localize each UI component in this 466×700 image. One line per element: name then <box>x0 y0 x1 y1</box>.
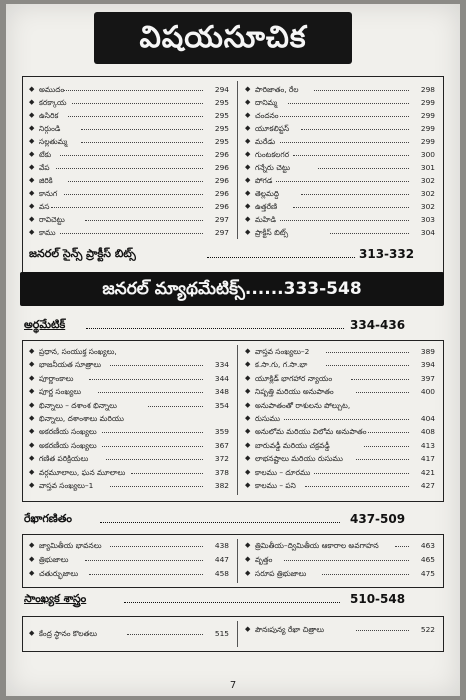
practice-bits-label: జనరల్ సైన్స్ ప్రాక్టీస్ బిట్స్ <box>29 247 136 260</box>
leader-dots <box>51 207 203 208</box>
leader-dots <box>280 142 409 143</box>
toc-entry <box>29 202 229 215</box>
diamond-bullet-icon: ◆ <box>29 137 35 145</box>
leader-dots <box>110 546 203 547</box>
leader-dots <box>64 90 203 91</box>
toc-entry-label: కాలము – దూరము <box>255 467 311 477</box>
toc-entry-label: అనుపాతంతో రాశులను పోల్చుట, <box>255 400 351 410</box>
statistics-range: 510-548 <box>350 592 406 606</box>
toc-entry-label: తెల్లమద్ది <box>255 189 280 198</box>
leader-dots <box>314 473 409 474</box>
toc-entry-label: యూకలిప్టస్ <box>255 124 290 133</box>
toc-entry <box>29 85 229 98</box>
toc-entry <box>29 137 229 150</box>
toc-entry-page: 367 <box>214 440 229 450</box>
toc-entry-page: 354 <box>214 400 229 410</box>
toc-entry <box>245 569 435 583</box>
toc-entry-page: 302 <box>420 176 435 185</box>
toc-entry-page: 447 <box>214 555 229 564</box>
page-number: 7 <box>229 680 237 691</box>
diamond-bullet-icon: ◆ <box>245 414 251 422</box>
leader-dots <box>100 522 340 523</box>
toc-entry <box>29 427 229 440</box>
toc-entry-label: పారిజాతం, రేల <box>255 85 299 94</box>
toc-entry-page: 299 <box>420 98 435 107</box>
leader-dots <box>326 365 409 366</box>
diamond-bullet-icon: ◆ <box>29 414 35 422</box>
leader-dots <box>148 406 203 407</box>
toc-entry <box>29 629 229 643</box>
toc-entry-label: పోగడ <box>255 176 273 185</box>
toc-entry <box>245 454 435 467</box>
geometry-range: 437-509 <box>350 512 406 526</box>
toc-entry <box>245 111 435 124</box>
diamond-bullet-icon: ◆ <box>29 454 35 463</box>
diamond-bullet-icon: ◆ <box>245 481 251 489</box>
leader-dots <box>356 392 409 393</box>
toc-entry <box>245 401 435 414</box>
toc-entry-page: 465 <box>420 555 435 564</box>
diamond-bullet-icon: ◆ <box>29 176 35 184</box>
page-title: విషయసూచిక <box>94 12 352 64</box>
toc-entry-page: 301 <box>420 163 435 172</box>
toc-entry-page: 303 <box>420 215 435 224</box>
leader-dots <box>131 473 203 474</box>
toc-entry-page: 404 <box>420 414 435 423</box>
toc-entry <box>245 541 435 555</box>
toc-entry-page: 417 <box>420 454 435 464</box>
toc-entry-label: చతుర్భుజాలు <box>39 569 79 578</box>
geometry-panel <box>22 534 444 588</box>
toc-entry-page: 344 <box>214 373 229 383</box>
toc-entry-label: చందనం <box>255 111 279 120</box>
toc-entry <box>29 441 229 454</box>
leader-dots <box>127 634 203 635</box>
diamond-bullet-icon: ◆ <box>245 387 251 396</box>
toc-entry <box>245 374 435 387</box>
toc-entry-label: అనులోమ మరియు విలోమ అనుపాతం <box>255 427 367 437</box>
toc-entry-page: 300 <box>420 150 435 159</box>
toc-entry <box>29 163 229 176</box>
diamond-bullet-icon: ◆ <box>245 150 251 158</box>
toc-entry-label: ఉత్తరేణి <box>255 202 278 211</box>
leader-dots <box>106 459 203 460</box>
toc-entry-page: 427 <box>420 481 435 490</box>
diamond-bullet-icon: ◆ <box>245 176 251 184</box>
diamond-bullet-icon: ◆ <box>245 360 251 369</box>
toc-entry <box>245 441 435 454</box>
toc-entry-label: పౌనఃపున్య రేఖా చిత్రాలు <box>255 625 325 634</box>
toc-entry-label: వర్గమూలాలు, ఘన మూలాలు <box>39 467 126 477</box>
toc-entry <box>245 427 435 440</box>
diamond-bullet-icon: ◆ <box>245 454 251 463</box>
toc-entry <box>29 541 229 555</box>
toc-entry <box>29 555 229 569</box>
diamond-bullet-icon: ◆ <box>29 481 35 489</box>
toc-entry <box>29 189 229 202</box>
toc-entry-page: 295 <box>214 111 229 120</box>
diamond-bullet-icon: ◆ <box>245 625 251 633</box>
book-page <box>6 4 460 696</box>
toc-entry <box>245 481 435 494</box>
geometry-heading-row <box>24 512 444 528</box>
toc-entry-label: నిష్పత్తి మరియు అనుపాతం <box>255 387 334 397</box>
toc-entry-label: సరూప త్రిభుజాలు <box>255 569 307 578</box>
toc-entry <box>245 85 435 98</box>
diamond-bullet-icon: ◆ <box>29 189 35 197</box>
toc-entry <box>245 468 435 481</box>
toc-entry-page: 294 <box>214 85 229 94</box>
toc-entry-page: 299 <box>420 137 435 146</box>
diamond-bullet-icon: ◆ <box>245 555 251 563</box>
leader-dots <box>64 194 203 195</box>
diamond-bullet-icon: ◆ <box>29 202 35 210</box>
toc-entry-page: 515 <box>214 629 229 638</box>
toc-entry-label: పూర్ణాంకాలు <box>39 373 74 383</box>
toc-entry-label: మరేడు <box>255 137 276 146</box>
diamond-bullet-icon: ◆ <box>245 202 251 210</box>
toc-entry <box>29 387 229 400</box>
leader-dots <box>284 560 409 561</box>
diamond-bullet-icon: ◆ <box>245 569 251 577</box>
toc-entry-label: కరక్కాయ <box>39 98 67 107</box>
arithmetic-heading: అర్థమేటిక్ <box>24 318 66 331</box>
toc-entry-label: భిన్నాలు, దశాంశాలు మరియు <box>39 414 124 423</box>
diamond-bullet-icon: ◆ <box>29 400 35 409</box>
toc-entry-label: కేంద్ర స్థానం కొలతలు <box>39 629 98 638</box>
diamond-bullet-icon: ◆ <box>245 541 251 549</box>
diamond-bullet-icon: ◆ <box>29 85 35 93</box>
leader-dots <box>207 257 355 258</box>
diamond-bullet-icon: ◆ <box>245 347 251 355</box>
toc-entry-page: 400 <box>420 387 435 397</box>
toc-entry-label: భాజనీయత సూత్రాలు <box>39 360 102 370</box>
toc-entry <box>29 347 229 360</box>
toc-entry-label: జ్యామితీయ భావనలు <box>39 541 102 550</box>
toc-entry-label: కాము <box>39 228 56 237</box>
toc-entry-page: 298 <box>420 85 435 94</box>
toc-entry <box>245 137 435 150</box>
leader-dots <box>280 116 409 117</box>
statistics-heading-row <box>24 592 444 608</box>
leader-dots <box>110 486 203 487</box>
leader-dots <box>368 432 409 433</box>
toc-entry <box>245 202 435 215</box>
diamond-bullet-icon: ◆ <box>29 629 35 637</box>
toc-entry-label: వస <box>39 202 50 211</box>
toc-entry-label: గన్నేరు చెట్టు <box>255 163 291 172</box>
diamond-bullet-icon: ◆ <box>29 360 35 369</box>
toc-entry-label: కానుగ <box>39 189 58 198</box>
toc-entry-page: 297 <box>214 228 229 237</box>
toc-entry-label: లాభనష్టాలు మరియు రుసుము <box>255 454 343 464</box>
toc-entry-page: 408 <box>420 427 435 437</box>
column-divider <box>237 539 238 583</box>
diamond-bullet-icon: ◆ <box>245 124 251 132</box>
leader-dots <box>284 419 409 420</box>
leader-dots <box>293 207 409 208</box>
toc-entry-label: గణిత పరిక్రియలు <box>39 454 89 464</box>
toc-entry <box>29 374 229 387</box>
toc-entry-page: 296 <box>214 202 229 211</box>
toc-entry-page: 299 <box>420 124 435 133</box>
statistics-panel <box>22 616 444 652</box>
leader-dots <box>293 155 409 156</box>
diamond-bullet-icon: ◆ <box>29 373 35 382</box>
diamond-bullet-icon: ◆ <box>245 400 251 409</box>
leader-dots <box>351 379 409 380</box>
leader-dots <box>364 446 409 447</box>
toc-entry-page: 299 <box>420 111 435 120</box>
botany-panel <box>22 76 444 274</box>
diamond-bullet-icon: ◆ <box>29 228 35 236</box>
leader-dots <box>56 168 203 169</box>
diamond-bullet-icon: ◆ <box>245 215 251 223</box>
diamond-bullet-icon: ◆ <box>29 467 35 476</box>
toc-entry-page: 522 <box>420 625 435 634</box>
leader-dots <box>81 142 203 143</box>
leader-dots <box>72 103 203 104</box>
toc-entry-page: 378 <box>214 467 229 477</box>
toc-entry <box>29 414 229 427</box>
diamond-bullet-icon: ◆ <box>29 98 35 106</box>
toc-entry-page: 304 <box>420 228 435 237</box>
toc-entry-label: పూర్ణ సంఖ్యలు <box>39 387 82 397</box>
leader-dots <box>124 602 340 603</box>
leader-dots <box>314 90 409 91</box>
leader-dots <box>276 181 409 182</box>
leader-dots <box>98 392 203 393</box>
geometry-heading: రేఖాగణితం <box>24 512 73 525</box>
toc-entry-label: వాస్తవ సంఖ్యలు–1 <box>39 481 94 490</box>
toc-entry <box>245 555 435 569</box>
toc-entry-label: వాస్తవ సంఖ్యలు–2 <box>255 347 310 356</box>
arithmetic-heading-row <box>24 318 444 334</box>
toc-entry <box>29 124 229 137</box>
toc-entry-label: అముదం <box>39 85 65 94</box>
math-section-banner: జనరల్ మ్యాథమేటిక్స్......333-548 <box>20 272 444 306</box>
toc-entry <box>245 189 435 202</box>
column-divider <box>237 621 238 647</box>
diamond-bullet-icon: ◆ <box>245 189 251 197</box>
toc-entry <box>245 163 435 176</box>
arithmetic-panel <box>22 340 444 502</box>
leader-dots <box>102 446 203 447</box>
toc-entry-page: 413 <box>420 440 435 450</box>
toc-entry-page: 397 <box>420 373 435 383</box>
toc-entry-page: 394 <box>420 360 435 370</box>
diamond-bullet-icon: ◆ <box>29 215 35 223</box>
diamond-bullet-icon: ◆ <box>29 163 35 171</box>
toc-entry-page: 296 <box>214 176 229 185</box>
leader-dots <box>89 574 203 575</box>
leader-dots <box>322 574 409 575</box>
leader-dots <box>110 365 203 366</box>
toc-entry-label: త్రిభుజాలు <box>39 555 69 564</box>
toc-entry-label: సల్లతుమ్మ <box>39 137 68 146</box>
toc-entry-page: 438 <box>214 541 229 550</box>
leader-dots <box>81 129 203 130</box>
toc-entry-page: 334 <box>214 360 229 370</box>
practice-bits-range: 313-332 <box>359 247 415 261</box>
toc-entry <box>245 228 435 241</box>
toc-entry-label: వృత్తం <box>255 555 273 564</box>
leader-dots <box>85 220 203 221</box>
toc-entry <box>245 360 435 373</box>
diamond-bullet-icon: ◆ <box>29 440 35 449</box>
diamond-bullet-icon: ◆ <box>29 387 35 396</box>
leader-dots <box>301 194 409 195</box>
toc-entry <box>29 111 229 124</box>
diamond-bullet-icon: ◆ <box>29 427 35 436</box>
toc-entry-page: 421 <box>420 467 435 477</box>
toc-entry-page: 296 <box>214 163 229 172</box>
leader-dots <box>288 103 409 104</box>
toc-entry-label: బారువడ్డీ మరియు చక్రవడ్డీ <box>255 440 330 450</box>
diamond-bullet-icon: ◆ <box>29 541 35 549</box>
toc-entry-label: దానిమ్మ <box>255 98 278 107</box>
toc-entry-label: కాలము – పని <box>255 481 296 490</box>
column-divider <box>237 81 238 239</box>
toc-entry <box>29 481 229 494</box>
diamond-bullet-icon: ◆ <box>29 111 35 119</box>
toc-entry-label: క.సా.గు, గ.సా.భా <box>255 360 308 370</box>
toc-entry <box>29 176 229 189</box>
toc-entry-page: 295 <box>214 124 229 133</box>
toc-entry-page: 296 <box>214 150 229 159</box>
toc-entry <box>29 454 229 467</box>
toc-entry-label: అకరణీయ సంఖ్యలు <box>39 440 97 450</box>
column-divider <box>237 345 238 495</box>
leader-dots <box>395 546 409 547</box>
toc-entry-label: వేప <box>39 163 50 172</box>
toc-entry-label: భిన్నాలు – దశాంశ భిన్నాలు <box>39 400 117 410</box>
toc-entry-label: మహిడి <box>255 215 276 224</box>
diamond-bullet-icon: ◆ <box>29 555 35 563</box>
diamond-bullet-icon: ◆ <box>29 347 35 355</box>
leader-dots <box>89 379 203 380</box>
leader-dots <box>280 220 409 221</box>
toc-entry-page: 389 <box>420 347 435 356</box>
diamond-bullet-icon: ◆ <box>245 111 251 119</box>
toc-entry-label: రావిచెట్టు <box>39 215 65 224</box>
leader-dots <box>356 459 409 460</box>
toc-entry-page: 296 <box>214 189 229 198</box>
toc-entry <box>245 98 435 111</box>
toc-entry-label: టేకు <box>39 150 52 159</box>
toc-entry-label: యూక్లిడ్ భాగహార న్యాయం <box>255 373 333 383</box>
toc-entry <box>29 150 229 163</box>
toc-entry-label: నిర్గుండి <box>39 124 61 133</box>
leader-dots <box>301 129 409 130</box>
toc-entry-page: 359 <box>214 427 229 437</box>
leader-dots <box>60 233 203 234</box>
diamond-bullet-icon: ◆ <box>245 228 251 236</box>
toc-entry <box>245 124 435 137</box>
leader-dots <box>326 352 409 353</box>
toc-entry <box>245 347 435 360</box>
leader-dots <box>86 328 344 329</box>
toc-entry-label: ప్రాక్టీస్ బిట్స్ <box>255 228 289 237</box>
toc-entry-label: జిరికి <box>39 176 53 185</box>
toc-entry <box>29 98 229 111</box>
practice-bits-entry <box>29 247 439 263</box>
leader-dots <box>85 560 203 561</box>
toc-entry-page: 295 <box>214 98 229 107</box>
toc-entry-label: గుంటకలగర <box>255 150 290 159</box>
leader-dots <box>305 486 409 487</box>
diamond-bullet-icon: ◆ <box>245 373 251 382</box>
toc-entry <box>29 468 229 481</box>
toc-entry-page: 463 <box>420 541 435 550</box>
toc-entry <box>29 215 229 228</box>
toc-entry-label: రుసుము <box>255 414 281 423</box>
toc-entry <box>29 401 229 414</box>
toc-entry-page: 475 <box>420 569 435 578</box>
leader-dots <box>68 116 203 117</box>
leader-dots <box>330 233 409 234</box>
toc-entry <box>29 228 229 241</box>
leader-dots <box>68 181 203 182</box>
toc-entry-page: 295 <box>214 137 229 146</box>
toc-entry-page: 302 <box>420 202 435 211</box>
toc-entry-page: 302 <box>420 189 435 198</box>
toc-entry-label: అకరణీయ సంఖ్యలు <box>39 427 97 437</box>
toc-entry-page: 382 <box>214 481 229 490</box>
toc-entry-page: 372 <box>214 454 229 464</box>
toc-entry-page: 458 <box>214 569 229 578</box>
diamond-bullet-icon: ◆ <box>29 569 35 577</box>
diamond-bullet-icon: ◆ <box>245 440 251 449</box>
toc-entry <box>245 414 435 427</box>
toc-entry <box>29 569 229 583</box>
toc-entry-label: త్రిమితీయ–ద్విమితీయ ఆకారాల అవగాహన <box>255 541 379 550</box>
toc-entry <box>245 215 435 228</box>
toc-entry <box>245 150 435 163</box>
toc-entry-label: ప్రధాన, సంయుక్త సంఖ్యలు, <box>39 347 117 356</box>
toc-entry <box>245 625 435 639</box>
toc-entry <box>29 360 229 373</box>
diamond-bullet-icon: ◆ <box>245 163 251 171</box>
statistics-heading: సాంఖ్యక శాస్త్రం <box>24 592 87 605</box>
diamond-bullet-icon: ◆ <box>245 467 251 476</box>
toc-entry-page: 297 <box>214 215 229 224</box>
diamond-bullet-icon: ◆ <box>29 124 35 132</box>
toc-entry <box>245 176 435 189</box>
diamond-bullet-icon: ◆ <box>245 137 251 145</box>
diamond-bullet-icon: ◆ <box>245 427 251 436</box>
leader-dots <box>102 432 203 433</box>
leader-dots <box>318 168 409 169</box>
diamond-bullet-icon: ◆ <box>29 150 35 158</box>
diamond-bullet-icon: ◆ <box>245 85 251 93</box>
toc-entry-label: ఉసిరిక <box>39 111 59 120</box>
diamond-bullet-icon: ◆ <box>245 98 251 106</box>
toc-entry-page: 348 <box>214 387 229 397</box>
toc-entry <box>245 387 435 400</box>
leader-dots <box>60 155 203 156</box>
leader-dots <box>356 630 409 631</box>
arithmetic-range: 334-436 <box>350 318 406 332</box>
